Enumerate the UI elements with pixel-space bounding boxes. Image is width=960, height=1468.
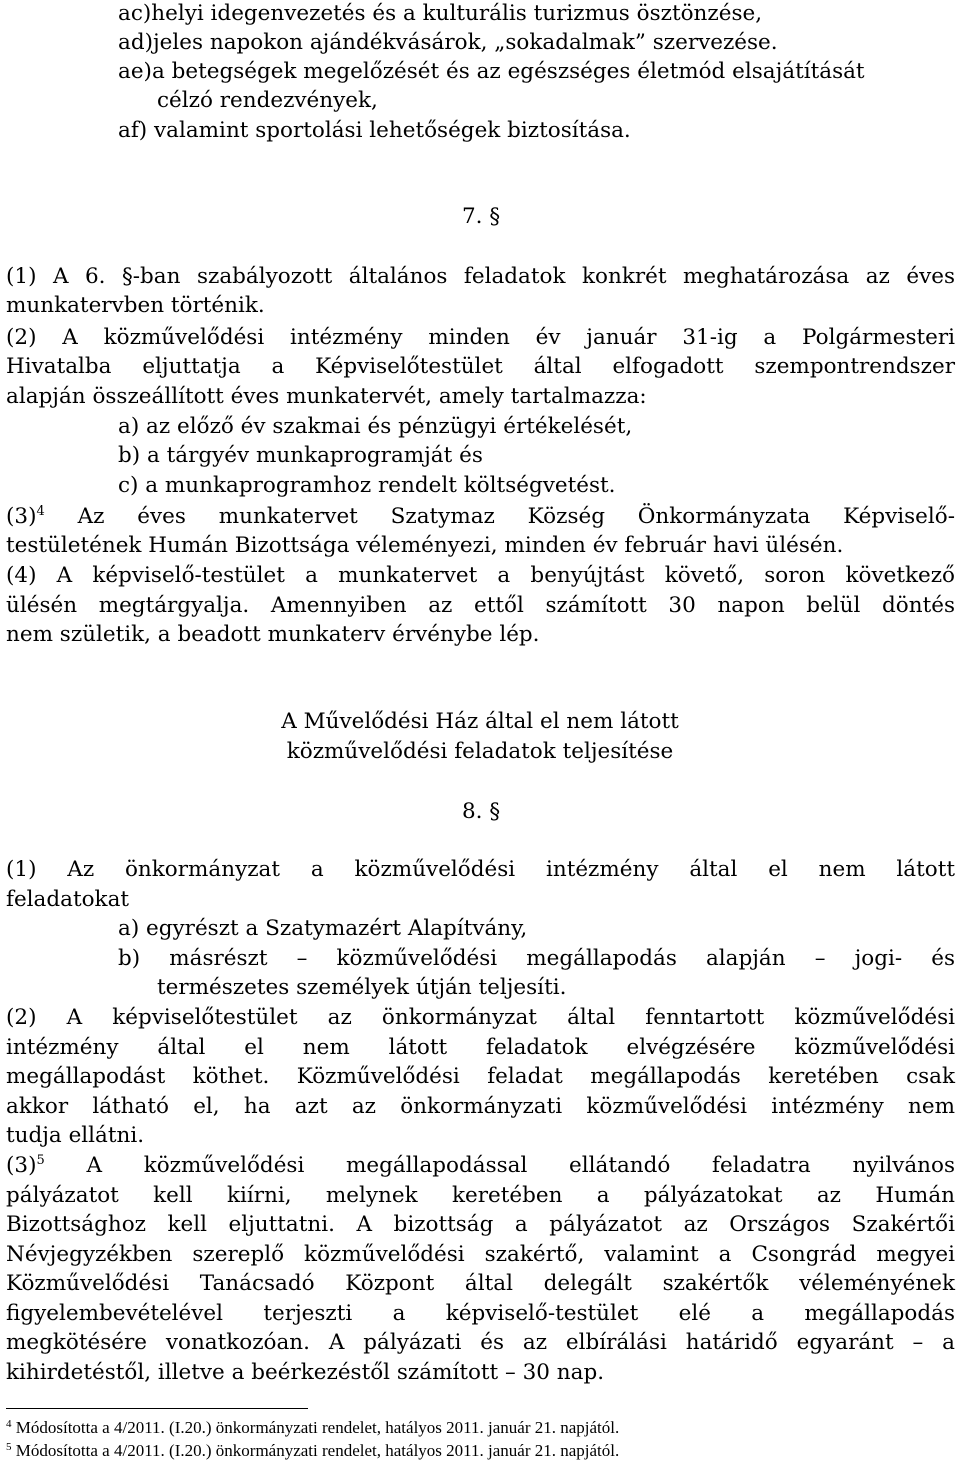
list-item-text: jeles napokon ajándékvásárok, „sokadalmak” szervezése.: [152, 30, 778, 55]
footnote: [6, 1418, 619, 1438]
section-7-heading: 7. §: [462, 204, 501, 229]
section-7-list-item: a) az előző év szakmai és pénzügyi értékelését,: [118, 414, 633, 439]
list-item-label: ac): [118, 1, 152, 26]
section-8-list-item: a) egyrészt a Szatymazért Alapítvány,: [118, 916, 528, 941]
section-7-p2-line: alapján összeállított éves munkatervét, amely tartalmazza:: [6, 384, 647, 409]
footnote-number: 4: [6, 1418, 12, 1430]
section-8-p2-line: (2) A képviselőtestület az önkormányzat által fenntartott közművelődési: [6, 1005, 955, 1030]
section-7-p1-line: munkatervben történik.: [6, 293, 265, 318]
footnote-text: Módosította a 4/2011. (I.20.) önkormányzati rendelet, hatályos 2011. január 21. napjától.: [15, 1418, 620, 1437]
list-item: [118, 58, 865, 86]
section-8-p2-line: tudja ellátni.: [6, 1123, 145, 1148]
section-7-p4-line: nem születik, a beadott munkaterv érvénybe lép.: [6, 622, 540, 647]
section-8-p3-line: Bizottsághoz kell eljuttatni. A bizottság a pályázatot az Országos Szakértői: [6, 1212, 955, 1237]
footnote-ref: 4: [36, 504, 45, 519]
section-8-p1-line: feladatokat: [6, 887, 130, 912]
section-8-list-item: b) másrészt – közművelődési megállapodás alapján – jogi- és: [118, 946, 955, 971]
list-item-text: valamint sportolási lehetőségek biztosítása.: [154, 118, 631, 143]
section-8-list-item: természetes személyek útján teljesíti.: [157, 975, 567, 1000]
list-item-label: ad): [118, 30, 153, 55]
list-item-label: af): [118, 118, 148, 143]
section-7-p3-line: [6, 502, 955, 532]
section-8-p2-line: akkor látható el, ha azt az önkormányzati közművelődési intézmény nem: [6, 1094, 955, 1119]
section-8-p2-line: intézmény által el nem látott feladatok elvégzésére közművelődési: [6, 1035, 955, 1060]
list-item-text: célzó rendezvények,: [157, 88, 378, 113]
section-8-p3-line: [6, 1151, 955, 1181]
list-item: [157, 87, 378, 115]
section-8-p2-line: megállapodást köthet. Közművelődési feladat megállapodás keretében csak: [6, 1064, 955, 1089]
section-8-p3-line: pályázatot kell kiírni, melynek keretében a pályázatokat az Humán: [6, 1183, 955, 1208]
section-8-p3-line: megkötésére vonatkozóan. A pályázati és az elbírálási határidő egyaránt – a: [6, 1330, 955, 1355]
section-8-p3-line: Névjegyzékben szereplő közművelődési szakértő, valamint a Csongrád megyei: [6, 1242, 955, 1267]
footnote: [6, 1441, 619, 1461]
list-item-text: a betegségek megelőzését és az egészséges életmód elsajátítását: [151, 59, 865, 84]
section-7-list-item: c) a munkaprogramhoz rendelt költségvetést.: [118, 473, 616, 498]
list-item: [118, 29, 778, 57]
footnote-ref: 5: [36, 1153, 45, 1168]
footnote-separator: [6, 1408, 308, 1409]
list-item-text: helyi idegenvezetés és a kulturális turizmus ösztönzése,: [151, 1, 763, 26]
footnote-number: 5: [6, 1441, 12, 1453]
list-item-label: ae): [118, 59, 152, 84]
section-8-p3-line: kihirdetéstől, illetve a beérkezéstől számított – 30 nap.: [6, 1360, 605, 1385]
section-8-p1-line: (1) Az önkormányzat a közművelődési intézmény által el nem látott: [6, 857, 955, 882]
section-8-p3-line: figyelembevételével terjeszti a képviselő-testület elé a megállapodás: [6, 1301, 955, 1326]
paragraph-number: (3): [6, 504, 37, 529]
section-8-p3-line: Közművelődési Tanácsadó Központ által delegált szakértők véleményének: [6, 1271, 955, 1296]
section-7-list-item: b) a tárgyév munkaprogramját és: [118, 443, 483, 468]
section-8-p3-text: A közművelődési megállapodással ellátandó feladatra nyilvános: [86, 1153, 955, 1178]
section-7-p2-line: Hivatalba eljuttatja a Képviselőtestület által elfogadott szempontrendszer: [6, 354, 955, 379]
section-7-p3-text: Az éves munkatervet Szatymaz Község Önkormányzata Képviselő-: [77, 504, 955, 529]
section-7-p4-line: (4) A képviselő-testület a munkatervet a benyújtást követő, soron következő: [6, 563, 955, 588]
section-7-p2-line: (2) A közművelődési intézmény minden év január 31-ig a Polgármesteri: [6, 325, 955, 350]
section-7-p1-line: (1) A 6. §-ban szabályozott általános feladatok konkrét meghatározása az éves: [6, 264, 955, 289]
section-title: közművelődési feladatok teljesítése: [286, 739, 674, 764]
paragraph-number: (3): [6, 1153, 37, 1178]
section-8-heading: 8. §: [462, 799, 501, 824]
list-item: [118, 0, 762, 28]
section-7-p3-line: testületének Humán Bizottsága véleményezi, minden év február havi ülésén.: [6, 533, 844, 558]
footnote-text: Módosította a 4/2011. (I.20.) önkormányzati rendelet, hatályos 2011. január 21. napjától.: [15, 1441, 620, 1460]
section-7-p4-line: ülésén megtárgyalja. Amennyiben az ettől számított 30 napon belül döntés: [6, 593, 955, 618]
section-title: A Művelődési Ház által el nem látott: [281, 709, 679, 734]
list-item: [118, 117, 631, 145]
